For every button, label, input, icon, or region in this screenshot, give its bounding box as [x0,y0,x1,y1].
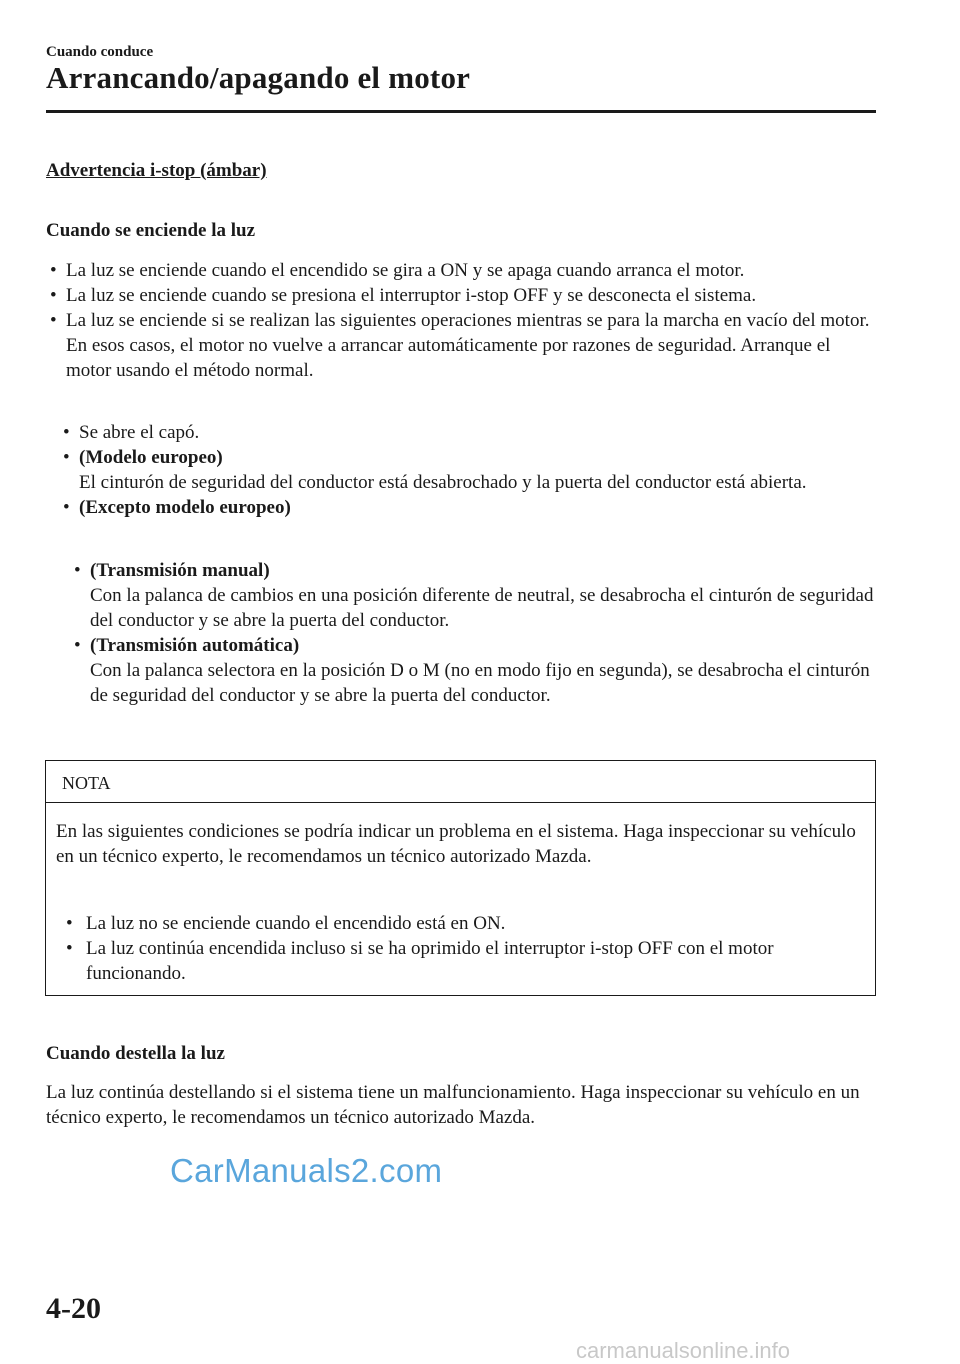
page-number: 4-20 [46,1292,101,1325]
list-item [50,308,876,383]
section-label: Cuando conduce [46,44,154,60]
list-item-text: La luz se enciende cuando se presiona el interruptor i-stop OFF y se desconecta el sistema. [66,285,757,306]
bullet-icon: • [63,497,70,518]
title-divider [46,110,876,113]
operations-list [63,420,876,520]
bullet-icon: • [66,938,73,959]
bullet-icon: • [74,635,81,656]
list-item [63,445,876,495]
note-title: NOTA [62,773,111,793]
list-item-text: La luz continúa encendida incluso si se ha oprimido el interruptor i-stop OFF con el motor funcionando. [86,938,774,984]
list-item [50,258,876,283]
european-model-text: El cinturón de seguridad del conductor está desabrochado y la puerta del conductor está abierta. [79,472,807,493]
european-model-label: (Modelo europeo) [79,447,223,468]
list-item [63,420,876,445]
list-item-text: La luz no se enciende cuando el encendido está en ON. [86,913,506,934]
page-title: Arrancando/apagando el motor [46,60,471,95]
list-item [50,283,876,308]
bullet-icon: • [74,560,81,581]
footer-watermark: carmanualsonline.info [576,1338,791,1363]
bullet-icon: • [50,285,57,306]
list-item [63,495,876,520]
bullet-icon: • [63,422,70,443]
list-item-text: La luz se enciende cuando el encendido se gira a ON y se apaga cuando arranca el motor. [66,260,745,281]
except-european-label: (Excepto modelo europeo) [79,497,291,518]
lights-on-heading: Cuando se enciende la luz [46,220,256,241]
watermark-logo: CarManuals2.com [170,1152,443,1189]
subsection-heading: Advertencia i-stop (ámbar) [46,160,267,181]
list-item [74,633,874,708]
list-item [74,558,874,633]
note-intro: En las siguientes condiciones se podría indicar un problema en el sistema. Haga inspeccionar su vehículo en un técnico experto, le recomendamos un técnico autorizado Mazda. [56,821,856,867]
note-list [66,911,856,986]
list-item [66,936,856,986]
automatic-transmission-text: Con la palanca selectora en la posición D o M (no en modo fijo en segunda), se desabrocha el cinturón de seguridad del conductor y se abre la puerta del conductor. [90,660,870,706]
list-item [66,911,856,936]
list-item-text: La luz se enciende si se realizan las siguientes operaciones mientras se para la marcha en vacío del motor. En esos casos, el motor no vuelve a arrancar automáticamente por razones de seguridad. Arranque el motor usando el método normal. [66,310,870,381]
bullet-icon: • [63,447,70,468]
list-item-text: Se abre el capó. [79,422,200,443]
flashing-text: La luz continúa destellando si el sistema tiene un malfuncionamiento. Haga inspeccionar su vehículo en un técnico experto, le recomendamos un técnico autorizado Mazda. [46,1082,860,1128]
automatic-transmission-label: (Transmisión automática) [90,635,300,656]
note-header [46,761,875,803]
bullet-icon: • [50,260,57,281]
transmission-list [74,558,874,708]
bullet-icon: • [50,310,57,331]
bullet-icon: • [66,913,73,934]
manual-transmission-label: (Transmisión manual) [90,560,270,581]
lights-on-list [50,258,876,383]
note-box [45,760,876,996]
manual-transmission-text: Con la palanca de cambios en una posición diferente de neutral, se desabrocha el cinturón de seguridad del conductor y se abre la puerta del conductor. [90,585,874,631]
flashing-heading: Cuando destella la luz [46,1043,225,1064]
